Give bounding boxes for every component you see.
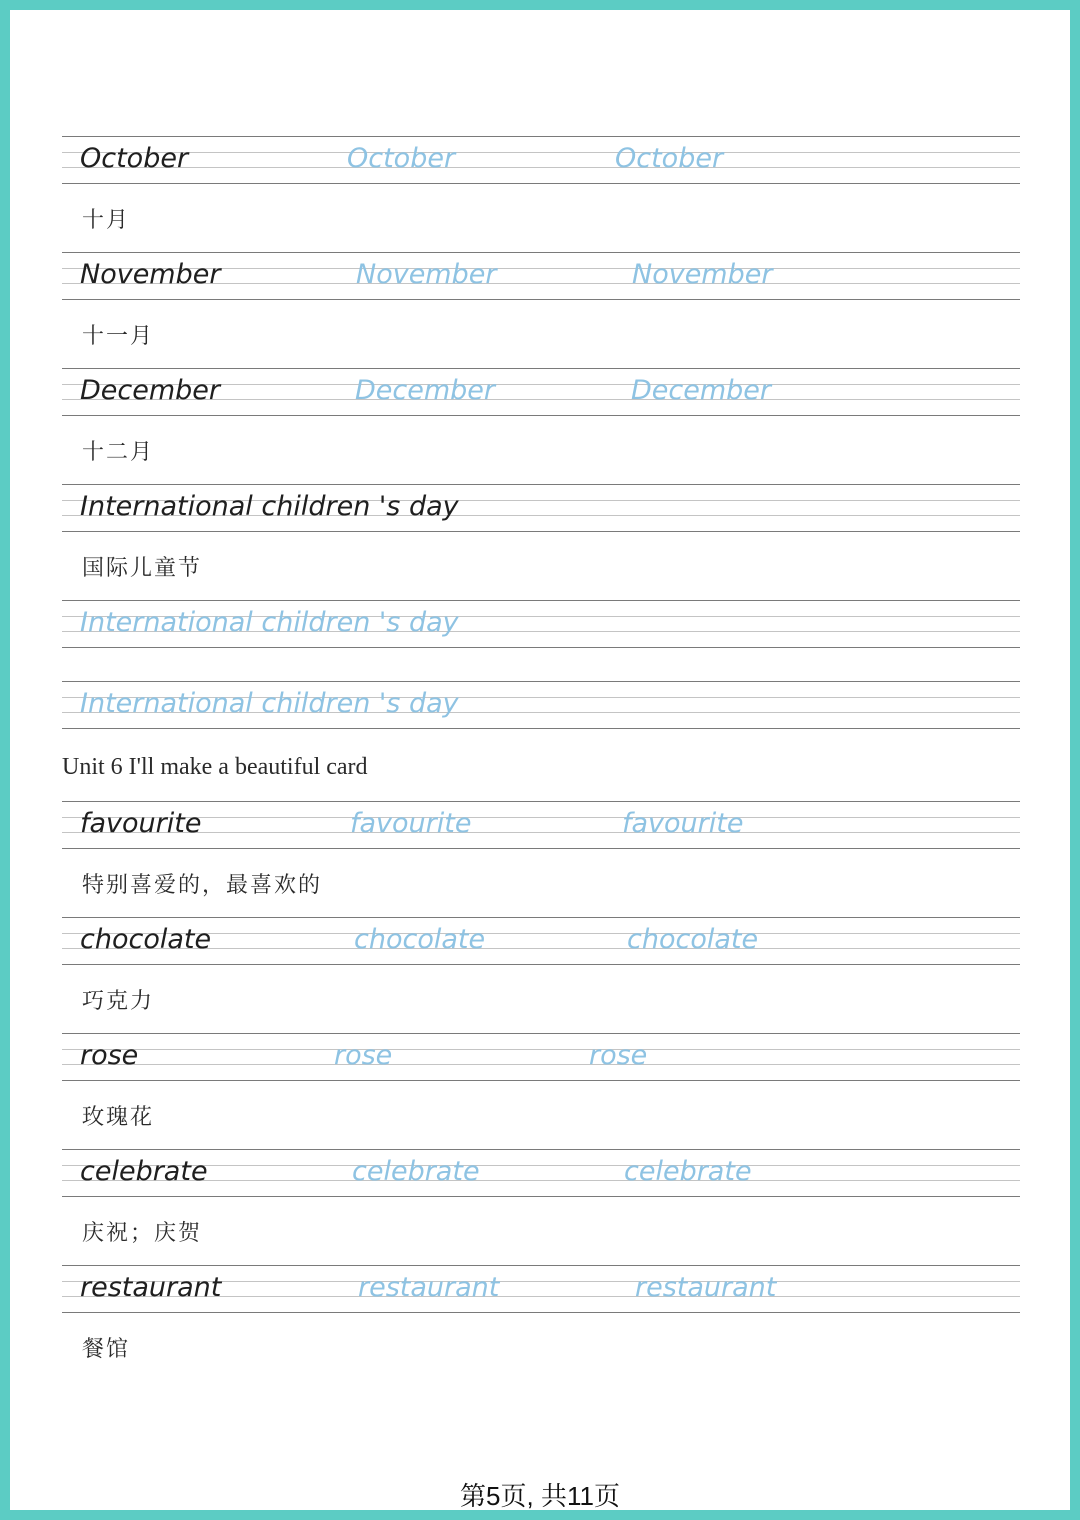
word-model: restaurant [80,1272,222,1303]
word-trace: November [356,259,497,290]
word-model: October [80,143,189,174]
word-meaning: 庆祝；庆贺 [82,1221,203,1246]
guide-line [62,1064,1020,1065]
guide-line [62,817,1020,818]
word-model: chocolate [80,924,212,955]
word-trace: celebrate [624,1156,752,1187]
writing-line [62,1149,1020,1197]
guide-line [62,832,1020,833]
unit-heading: Unit 6 I'll make a beautiful card [62,754,368,780]
phrase-trace: International children 's day [80,607,459,638]
word-trace: October [615,143,724,174]
word-trace: October [347,143,456,174]
writing-line [62,681,1020,729]
guide-line [62,167,1020,168]
word-meaning: 十月 [82,208,131,233]
worksheet-page [10,10,1070,1510]
writing-line [62,1265,1020,1313]
word-model: favourite [80,808,202,839]
writing-line [62,252,1020,300]
page-number: 第5页, 共11页 [460,1481,620,1511]
writing-line [62,484,1020,532]
word-meaning: 十二月 [82,440,155,465]
word-model: November [80,259,221,290]
phrase-trace: International children 's day [80,688,459,719]
guide-line [62,1049,1020,1050]
word-model: celebrate [80,1156,208,1187]
writing-line [62,917,1020,965]
word-trace: December [631,375,772,406]
writing-line [62,368,1020,416]
word-meaning: 巧克力 [82,989,155,1014]
word-trace: November [632,259,773,290]
word-trace: December [355,375,496,406]
word-trace: favourite [622,808,744,839]
word-trace: rose [589,1040,648,1071]
word-trace: celebrate [352,1156,480,1187]
word-trace: favourite [350,808,472,839]
writing-line [62,1033,1020,1081]
phrase-model: International children 's day [80,491,459,522]
word-meaning: 特别喜爱的，最喜欢的 [82,873,323,898]
word-trace: rose [334,1040,393,1071]
word-trace: restaurant [358,1272,500,1303]
word-trace: restaurant [635,1272,777,1303]
word-meaning: 餐馆 [82,1337,131,1362]
guide-line [62,152,1020,153]
word-model: rose [80,1040,139,1071]
word-trace: chocolate [627,924,759,955]
writing-line [62,136,1020,184]
writing-line [62,801,1020,849]
writing-line [62,600,1020,648]
word-meaning: 十一月 [82,324,155,349]
phrase-meaning: 国际儿童节 [82,556,203,581]
word-model: December [80,375,221,406]
word-meaning: 玫瑰花 [82,1105,155,1130]
word-trace: chocolate [354,924,486,955]
